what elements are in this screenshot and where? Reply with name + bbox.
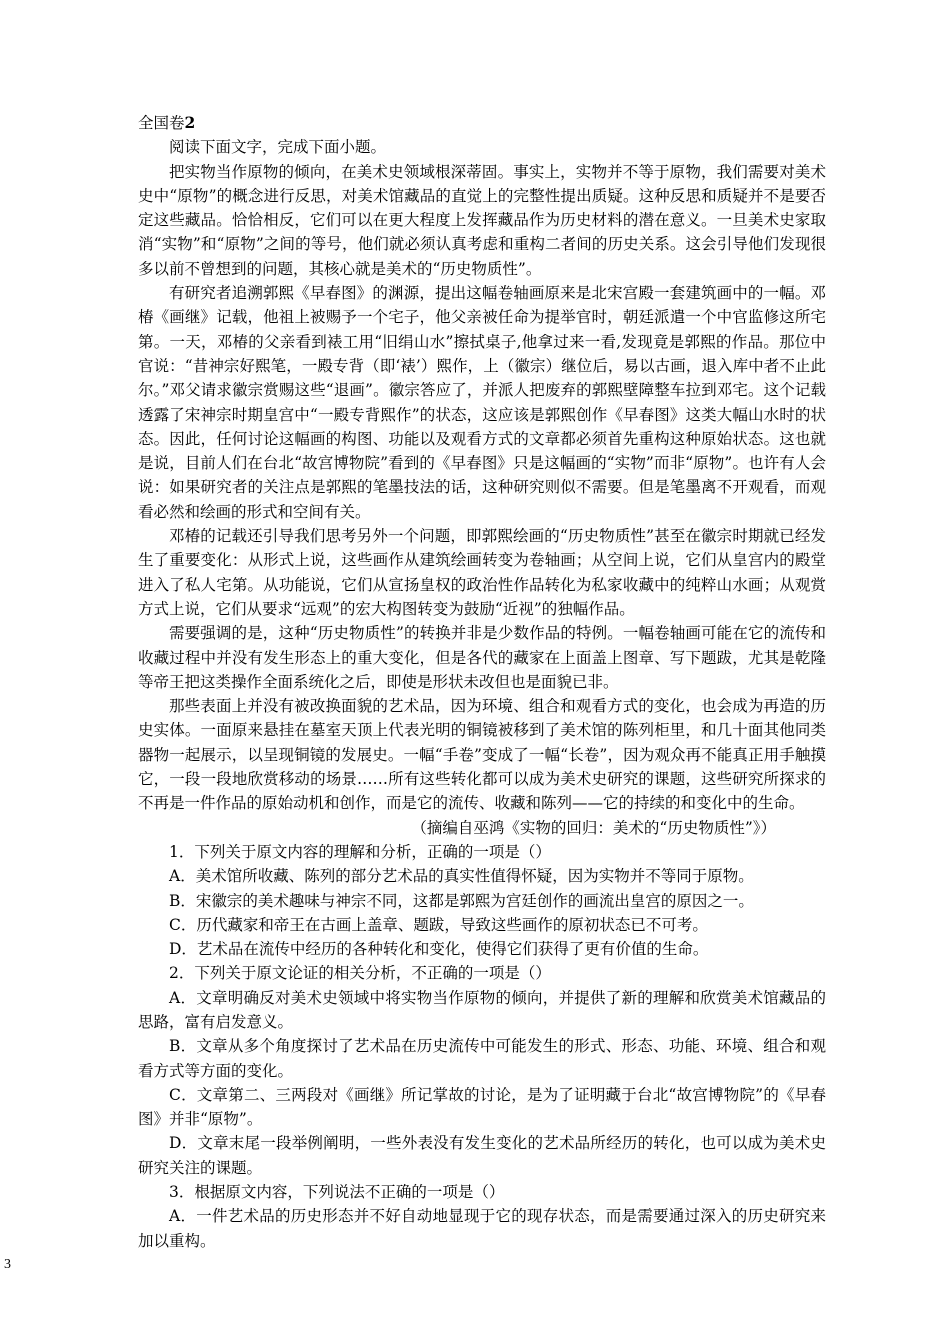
document-body	[138, 111, 826, 1253]
question-3-stem: 3．根据原文内容，下列说法不正确的一项是（）	[169, 1183, 505, 1202]
question-1-option-c: C．历代藏家和帝王在古画上盖章、题跋，导致这些画作的原初状态已不可考。	[169, 915, 708, 934]
passage-paragraph-3: 邓椿的记载还引导我们思考另外一个问题，即郭熙绘画的“历史物质性”甚至在徽宗时期就已经发生了重要变化：从形式上说，这些画作从建筑绘画转变为卷轴画；从空间上说，它们从皇宫内的殿堂进入了私人宅第。从功能说，它们从宣扬皇权的政治性作品转化为私家收藏中的纯粹山水画；从观赏方式上说，它们从要求“远观”的宏大构图转变为鼓励“近视”的独幅作品。	[138, 527, 826, 618]
question-2-option-d: D．文章末尾一段举例阐明，一些外表没有发生变化的艺术品所经历的转化，也可以成为美术史研究关注的课题。	[138, 1134, 826, 1177]
question-2-option-a: A．文章明确反对美术史领域中将实物当作原物的倾向，并提供了新的理解和欣赏美术馆藏品的思路，富有启发意义。	[138, 988, 826, 1031]
question-1-option-d: D．艺术品在流传中经历的各种转化和变化，使得它们获得了更有价值的生命。	[169, 940, 709, 959]
question-2-option-c: C．文章第二、三两段对《画继》所记掌故的讨论，是为了证明藏于台北“故宫博物院”的《早春图》并非“原物”。	[138, 1085, 826, 1129]
question-2-option-b: B．文章从多个角度探讨了艺术品在历史流传中可能发生的形式、形态、功能、环境、组合和观看方式等方面的变化。	[138, 1037, 826, 1080]
exam-title	[138, 111, 826, 135]
page-number: 3	[4, 1257, 11, 1272]
question-2-stem: 2．下列关于原文论证的相关分析，不正确的一项是（）	[169, 964, 551, 983]
passage-paragraph-5: 那些表面上并没有被改换面貌的艺术品，因为环境、组合和观看方式的变化，也会成为再造的历史实体。一面原来悬挂在墓室天顶上代表光明的铜镜被移到了美术馆的陈列柜里，和几十面其他同类器物一起展示，以呈现铜镜的发展史。一幅“手卷”变成了一幅“长卷”，因为观众再不能真正用手触摸它，一段一段地欣赏移动的场景……所有这些转化都可以成为美术史研究的课题，这些研究所探求的不再是一件作品的原始动机和创作，而是它的流传、收藏和陈列——它的持续的和变化中的生命。	[138, 697, 826, 813]
exam-title-prefix: 全国卷	[138, 114, 185, 132]
instruction: 阅读下面文字，完成下面小题。	[169, 138, 387, 157]
passage-paragraph-4: 需要强调的是，这种“历史物质性”的转换并非是少数作品的特例。一幅卷轴画可能在它的流传和收藏过程中并没有发生形态上的重大变化，但是各代的藏家在上面盖上图章、写下题跋，尤其是乾隆等帝王把这类操作全面系统化之后，即使是形状未改但也是面貌已非。	[138, 624, 826, 691]
exam-title-number: 2	[184, 113, 196, 132]
passage-source: （摘编自巫鸿《实物的回归：美术的“历史物质性”》）	[411, 818, 776, 837]
question-1-stem: 1．下列关于原文内容的理解和分析，正确的一项是（）	[169, 842, 551, 861]
question-3-option-a: A．一件艺术品的历史形态并不好自动地显现于它的现存状态，而是需要通过深入的历史研究来加以重构。	[138, 1207, 826, 1250]
passage-paragraph-1: 把实物当作原物的倾向，在美术史领域根深蒂固。事实上，实物并不等于原物，我们需要对美术史中“原物”的概念进行反思，对美术馆藏品的直觉上的完整性提出质疑。这种反思和质疑并不是要否定这些藏品。恰恰相反，它们可以在更大程度上发挥藏品作为历史材料的潜在意义。一旦美术史家取消“实物”和“原物”之间的等号，他们就必须认真考虑和重构二者间的历史关系。这会引导他们发现很多以前不曾想到的问题，其核心就是美术的“历史物质性”。	[138, 162, 826, 278]
question-1-option-a: A．美术馆所收藏、陈列的部分艺术品的真实性值得怀疑，因为实物并不等同于原物。	[169, 867, 754, 886]
passage-paragraph-2: 有研究者追溯郭熙《早春图》的渊源，提出这幅卷轴画原来是北宋宫殿一套建筑画中的一幅。邓椿《画继》记载，他祖上被赐予一个宅子，他父亲被任命为提举官时，朝廷派遣一个中官监修这所宅第。一天，邓椿的父亲看到裱工用“旧绢山水”擦拭桌子,他拿过来一看,发现竟是郭熙的作品。那位中官说：“昔神宗好熙笔，一殿专背（即‘裱’）熙作，上（徽宗）继位后，易以古画，退入库中者不止此尔。”邓父请求徽宗赏赐这些“退画”。徽宗答应了，并派人把废弃的郭熙壁障整车拉到邓宅。这个记载透露了宋神宗时期皇宫中“一殿专背熙作”的状态，这应该是郭熙创作《早春图》这类大幅山水时的状态。因此，任何讨论这幅画的构图、功能以及观看方式的文章都必须首先重构这种原始状态。这也就是说，目前人们在台北“故宫博物院”看到的《早春图》只是这幅画的“实物”而非“原物”。也许有人会说：如果研究者的关注点是郭熙的笔墨技法的话，这种研究则似不需要。但是笔墨离不开观看，而观看必然和绘画的形式和空间有关。	[138, 284, 826, 521]
question-1-option-b: B．宋徽宗的美术趣味与神宗不同，这都是郭熙为宫廷创作的画流出皇宫的原因之一。	[169, 891, 754, 910]
